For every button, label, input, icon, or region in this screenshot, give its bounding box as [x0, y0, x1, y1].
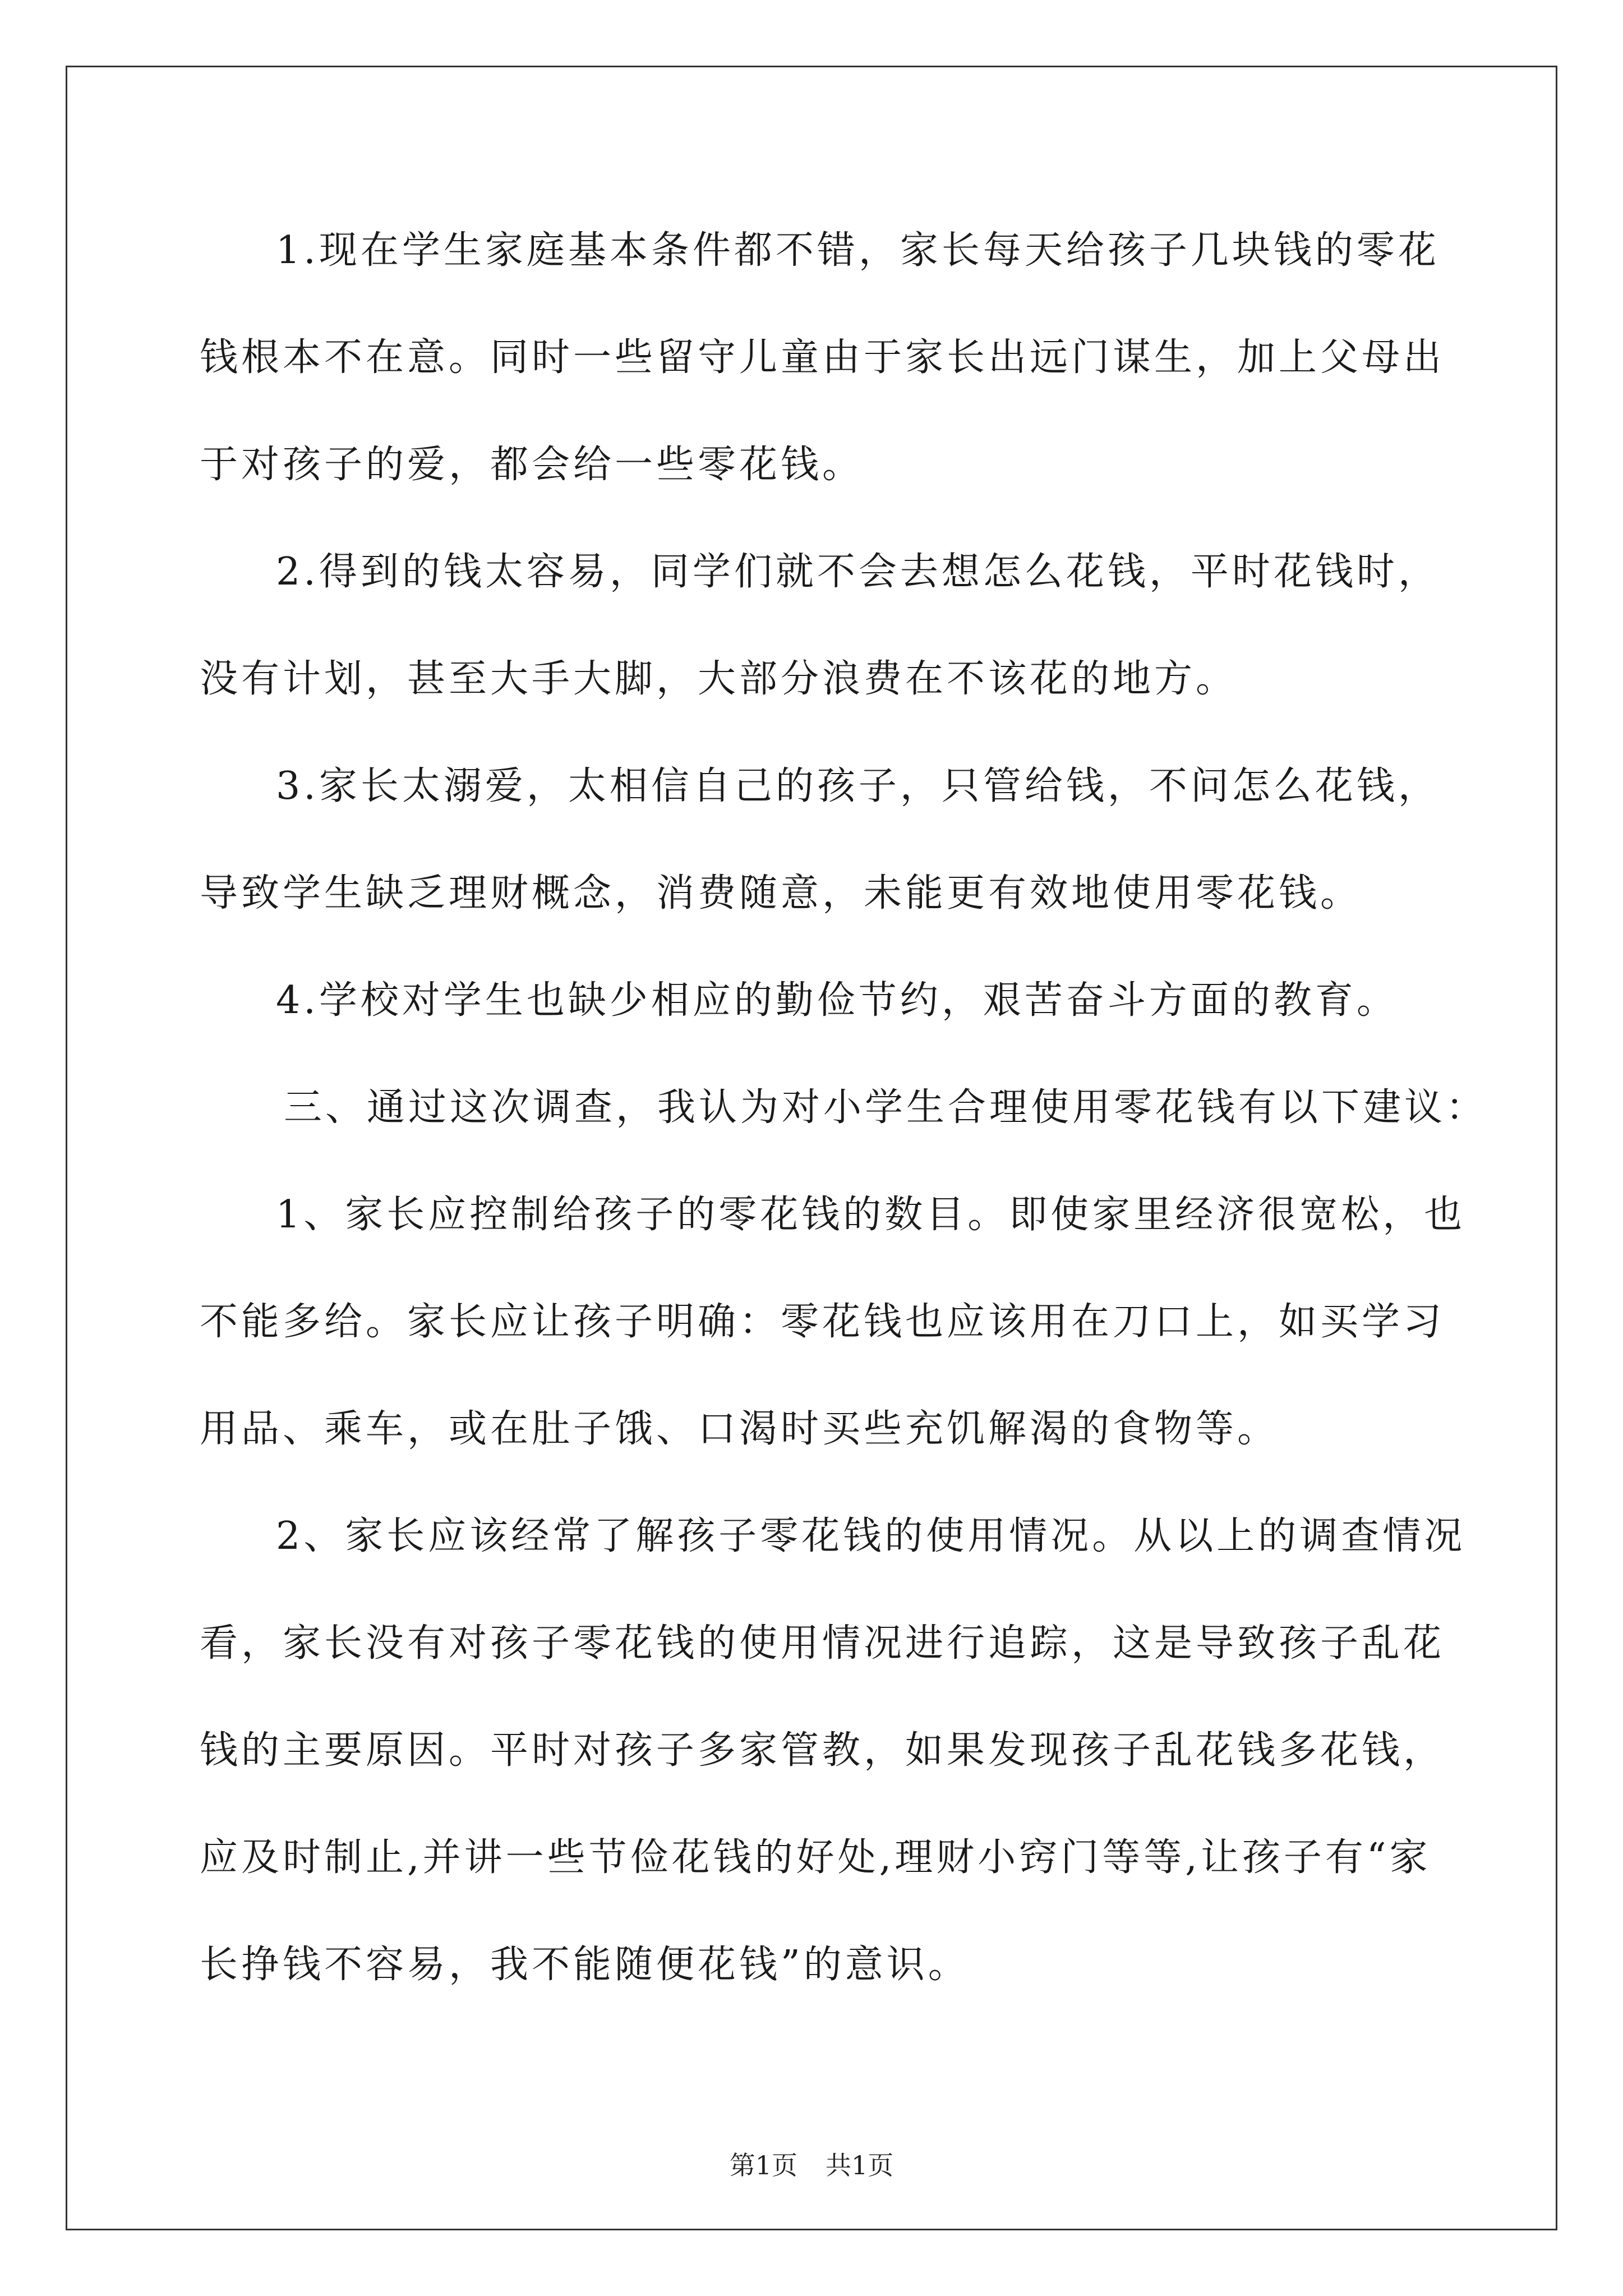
paragraph-3-line-2: 导致学生缺乏理财概念，消费随意，未能更有效地使用零花钱。	[200, 871, 1362, 915]
paragraph-1-line-2: 钱根本不在意。同时一些留守儿童由于家长出远门谋生，加上父母出	[200, 335, 1445, 380]
page-footer	[0, 2148, 1623, 2182]
suggestion-1-line-1: 1、家长应控制给孩子的零花钱的数目。即使家里经济很宽松，也	[276, 1193, 1466, 1237]
paragraph-4-line-1: 4.学校对学生也缺少相应的勤俭节约，艰苦奋斗方面的教育。	[276, 978, 1398, 1023]
document-body	[200, 209, 1488, 2030]
paragraph-1-line-1: 1.现在学生家庭基本条件都不错，家长每天给孩子几块钱的零花	[276, 228, 1440, 273]
suggestion-2-line-1: 2、家长应该经常了解孩子零花钱的使用情况。从以上的调查情况	[276, 1514, 1466, 1558]
paragraph-2-line-1: 2.得到的钱太容易，同学们就不会去想怎么花钱，平时花钱时，	[276, 550, 1440, 594]
section-heading-3: 三、通过这次调查，我认为对小学生合理使用零花钱有以下建议：	[284, 1085, 1488, 1130]
suggestion-1-line-2: 不能多给。家长应让孩子明确：零花钱也应该用在刀口上，如买学习	[200, 1300, 1445, 1344]
suggestion-2-line-5: 长挣钱不容易，我不能随便花钱”的意识。	[200, 1943, 970, 1987]
paragraph-1-line-3: 于对孩子的爱，都会给一些零花钱。	[200, 443, 864, 487]
page-number-current: 第1页	[729, 2150, 797, 2180]
suggestion-2-line-4: 应及时制止,并讲一些节俭花钱的好处,理财小窍门等等,让孩子有“家	[200, 1835, 1431, 1880]
suggestion-2-line-2: 看，家长没有对孩子零花钱的使用情况进行追踪，这是导致孩子乱花	[200, 1621, 1445, 1665]
paragraph-2-line-2: 没有计划，甚至大手大脚，大部分浪费在不该花的地方。	[200, 657, 1238, 701]
paragraph-3-line-1: 3.家长太溺爱，太相信自己的孩子，只管给钱，不问怎么花钱，	[276, 764, 1440, 808]
suggestion-1-line-3: 用品、乘车，或在肚子饿、口渴时买些充饥解渴的食物等。	[200, 1407, 1279, 1451]
page-number-total: 共1页	[826, 2150, 894, 2180]
suggestion-2-line-3: 钱的主要原因。平时对孩子多家管教，如果发现孩子乱花钱多花钱，	[200, 1728, 1445, 1773]
